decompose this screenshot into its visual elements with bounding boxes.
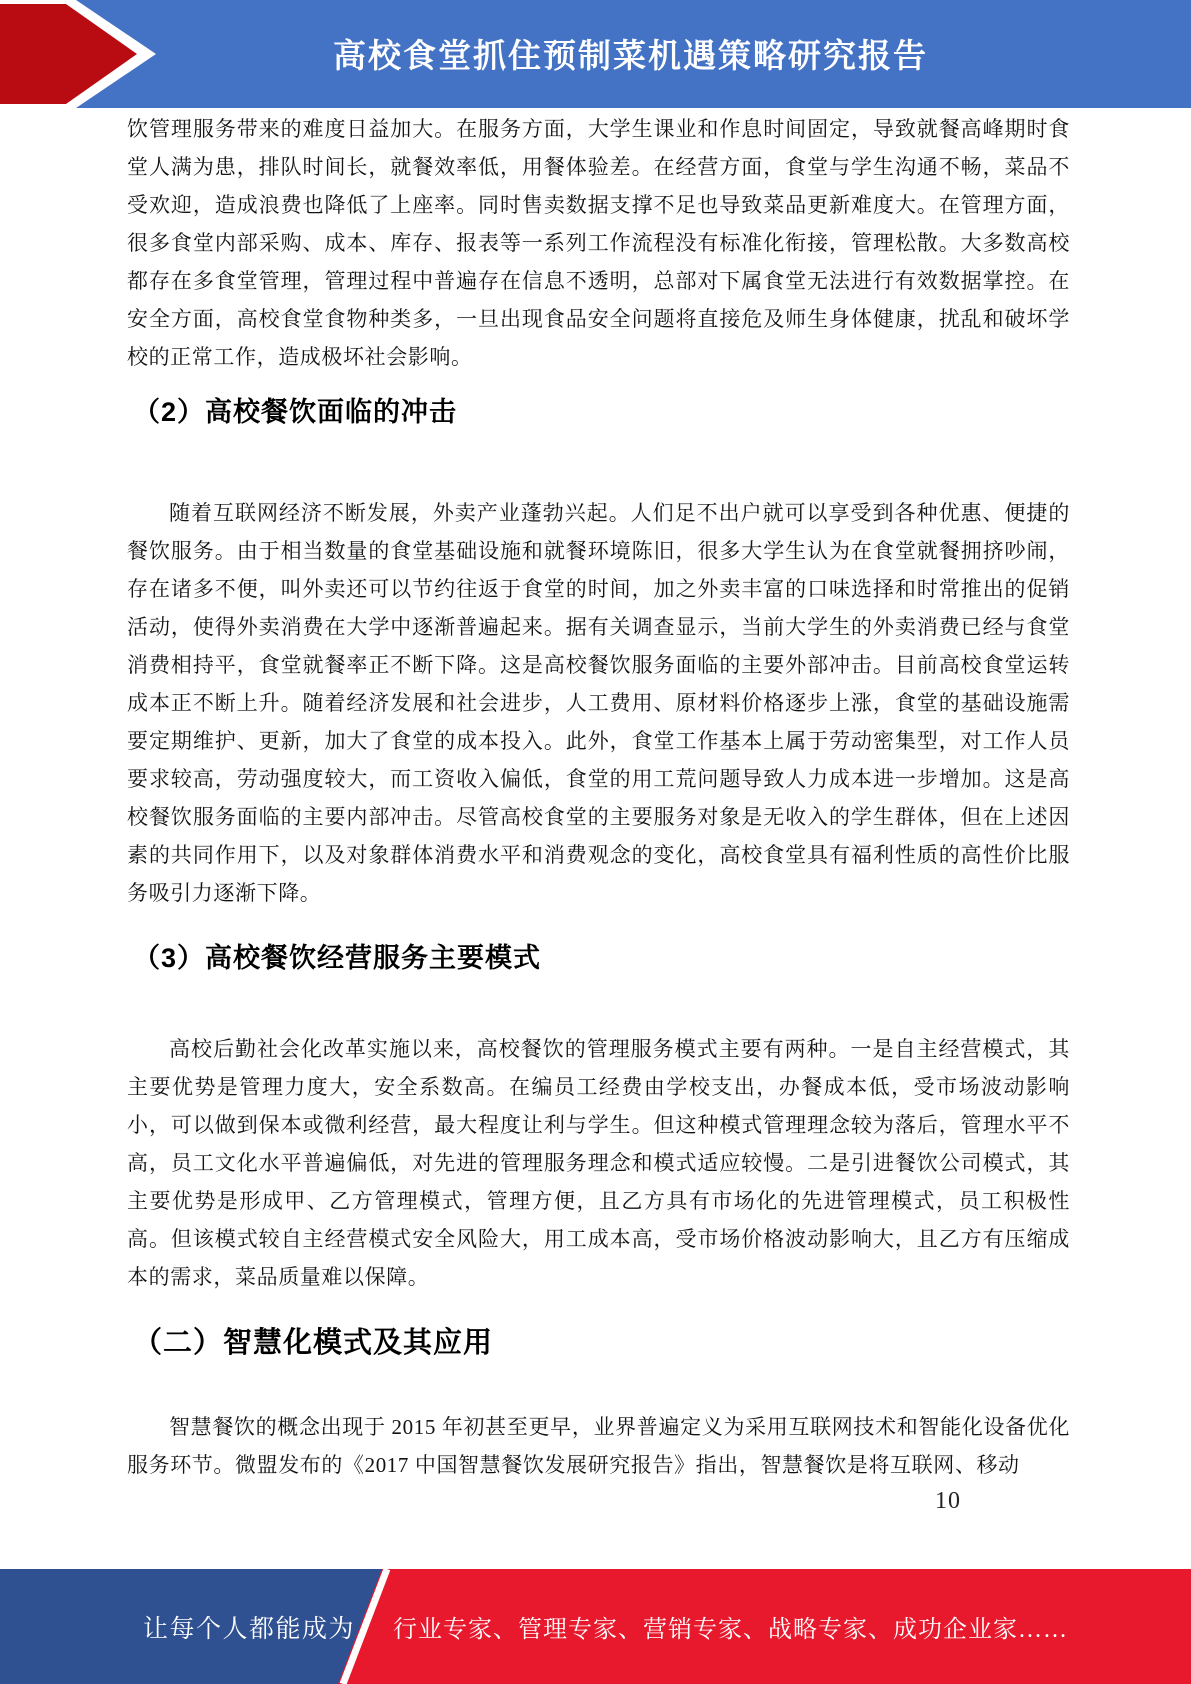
heading-campus-dining-impact: （2）高校餐饮面临的冲击 [133, 397, 458, 427]
footer-banner [0, 1569, 1191, 1684]
document-body [127, 110, 1070, 1484]
footer-slogan-right: 行业专家、管理专家、营销专家、战略专家、成功企业家…… [393, 1617, 1068, 1643]
header-banner [0, 0, 1191, 108]
paragraph-management-challenges: 饮管理服务带来的难度日益加大。在服务方面，大学生课业和作息时间固定，导致就餐高峰期时食堂人满为患，排队时间长，就餐效率低，用餐体验差。在经营方面，食堂与学生沟通不畅，菜品不受欢迎，造成浪费也降低了上座率。同时售卖数据支撑不足也导致菜品更新难度大。在管理方面，很多食堂内部采购、成本、库存、报表等一系列工作流程没有标准化衔接，管理松散。大多数高校都存在多食堂管理，管理过程中普遍存在信息不透明，总部对下属食堂无法进行有效数据掌控。在安全方面，高校食堂食物种类多，一旦出现食品安全问题将直接危及师生身体健康，扰乱和破坏学校的正常工作，造成极坏社会影响。 [127, 117, 1070, 369]
paragraph-operation-modes: 高校后勤社会化改革实施以来，高校餐饮的管理服务模式主要有两种。一是自主经营模式，其主要优势是管理力度大，安全系数高。在编员工经费由学校支出，办餐成本低，受市场波动影响小，可以做到保本或微利经营，最大程度让利与学生。但这种模式管理理念较为落后，管理水平不高，员工文化水平普遍偏低，对先进的管理服务理念和模式适应较慢。二是引进餐饮公司模式，其主要优势是形成甲、乙方管理模式，管理方便，且乙方具有市场化的先进管理模式，员工积极性高。但该模式较自主经营模式安全风险大，用工成本高，受市场价格波动影响大，且乙方有压缩成本的需求，菜品质量难以保障。 [127, 1037, 1070, 1289]
page-number: 10 [935, 1488, 961, 1514]
heading-operation-modes: （3）高校餐饮经营服务主要模式 [133, 943, 542, 973]
paragraph-external-internal-impact: 随着互联网经济不断发展，外卖产业蓬勃兴起。人们足不出户就可以享受到各种优惠、便捷的餐饮服务。由于相当数量的食堂基础设施和就餐环境陈旧，很多大学生认为在食堂就餐拥挤吵闹，存在诸多不便，叫外卖还可以节约往返于食堂的时间，加之外卖丰富的口味选择和时常推出的促销活动，使得外卖消费在大学中逐渐普遍起来。据有关调查显示，当前大学生的外卖消费已经与食堂消费相持平，食堂就餐率正不断下降。这是高校餐饮服务面临的主要外部冲击。目前高校食堂运转成本正不断上升。随着经济发展和社会进步，人工费用、原材料价格逐步上涨，食堂的基础设施需要定期维护、更新，加大了食堂的成本投入。此外，食堂工作基本上属于劳动密集型，对工作人员要求较高，劳动强度较大，而工资收入偏低，食堂的用工荒问题导致人力成本进一步增加。这是高校餐饮服务面临的主要内部冲击。尽管高校食堂的主要服务对象是无收入的学生群体，但在上述因素的共同作用下，以及对象群体消费水平和消费观念的变化，高校食堂具有福利性质的高性价比服务吸引力逐渐下降。 [127, 501, 1070, 905]
heading-smart-mode: （二）智慧化模式及其应用 [133, 1327, 494, 1359]
footer-slogan-left: 让每个人都能成为 [143, 1615, 356, 1643]
paragraph-smart-dining: 智慧餐饮的概念出现于 2015 年初甚至更早，业界普遍定义为采用互联网技术和智能化设备优化服务环节。微盟发布的《2017 中国智慧餐饮发展研究报告》指出，智慧餐饮是将互联网、移动 [127, 1415, 1070, 1477]
report-title: 高校食堂抓住预制菜机遇策略研究报告 [333, 36, 928, 74]
